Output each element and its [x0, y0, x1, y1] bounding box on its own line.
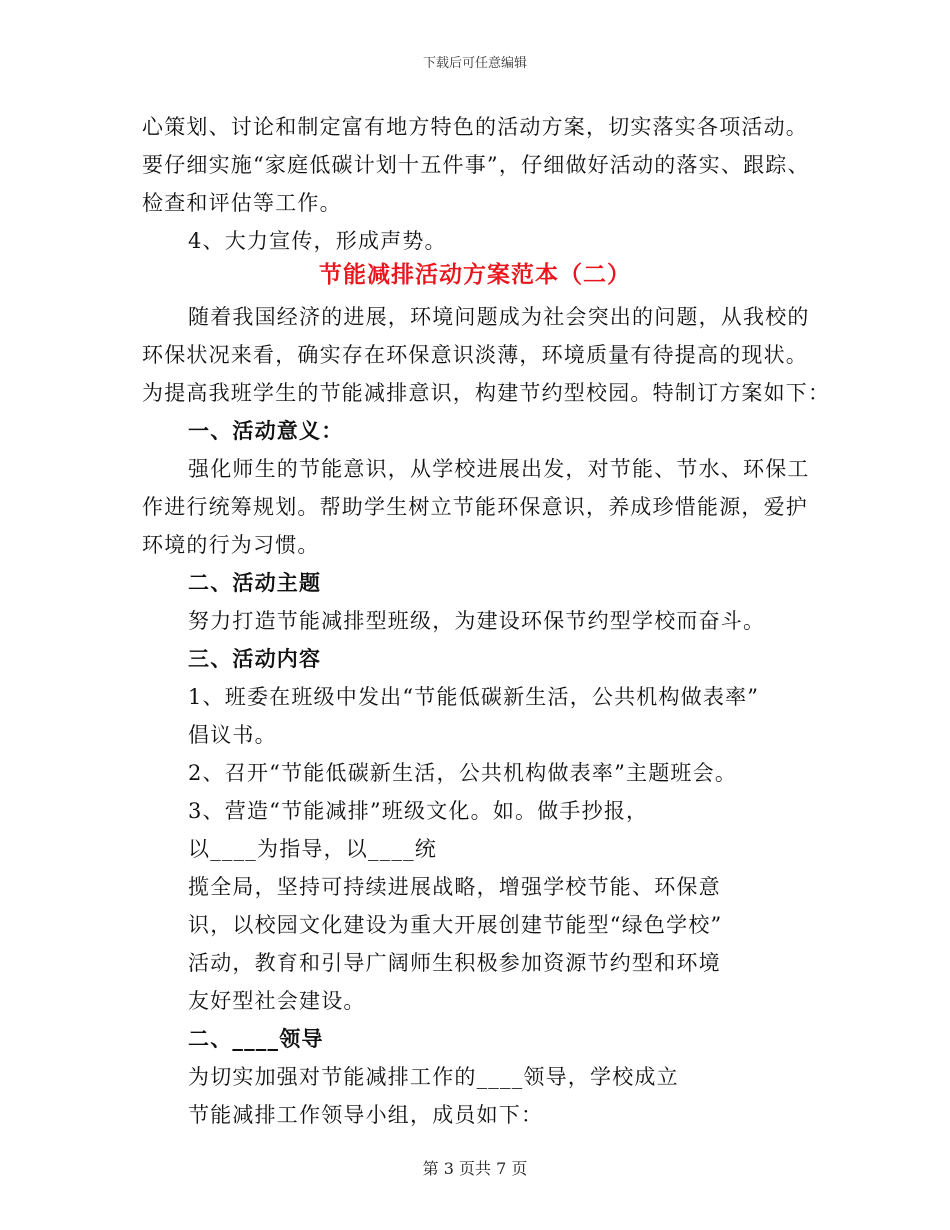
- paragraph-line: 环境的行为习惯。: [142, 533, 320, 557]
- paragraph-line: 以____为指导，以____统: [188, 837, 437, 861]
- list-item-continuation: 倡议书。: [188, 723, 277, 747]
- header-note: 下载后可任意编辑: [422, 56, 527, 71]
- list-item: 2、召开“节能低碳新生活，公共机构做表率”主题班会。: [188, 761, 738, 785]
- paragraph-line: 为切实加强对节能减排工作的____领导，学校成立: [188, 1065, 679, 1089]
- page-indicator: 第 3 页共 7 页: [422, 1159, 528, 1178]
- paragraph-line: 随着我国经济的进展，环境问题成为社会突出的问题，从我校的: [188, 305, 810, 329]
- paragraph-line: 识，以校园文化建设为重大开展创建节能型“绿色学校”: [188, 913, 723, 937]
- section-title: 节能减排活动方案范本（二）: [319, 261, 631, 288]
- section-heading: 三、活动内容: [188, 646, 322, 671]
- section-heading: 二、活动主题: [188, 570, 322, 595]
- section-heading: 二、____领导: [188, 1026, 324, 1051]
- paragraph-line: 要仔细实施“家庭低碳计划十五件事”，仔细做好活动的落实、跟踪、: [142, 153, 810, 177]
- paragraph-line: 为提高我班学生的节能减排意识，构建节约型校园。特制订方案如下：: [142, 381, 831, 405]
- paragraph-line: 努力打造节能减排型班级，为建设环保节约型学校而奋斗。: [188, 609, 766, 633]
- list-item: 4、大力宣传，形成声势。: [188, 229, 447, 253]
- paragraph-line: 友好型社会建设。: [188, 989, 366, 1013]
- list-item: 1、班委在班级中发出“节能低碳新生活，公共机构做表率”: [188, 685, 760, 709]
- paragraph-line: 活动，教育和引导广阔师生积极参加资源节约型和环境: [188, 951, 721, 975]
- paragraph-line: 揽全局，坚持可持续进展战略，增强学校节能、环保意: [188, 875, 721, 899]
- paragraph-line: 心策划、讨论和制定富有地方特色的活动方案，切实落实各项活动。: [142, 115, 808, 139]
- section-heading: 一、活动意义：: [188, 418, 344, 443]
- paragraph-line: 检查和评估等工作。: [142, 191, 342, 215]
- paragraph-line: 环保状况来看，确实存在环保意识淡薄，环境质量有待提高的现状。: [142, 343, 808, 367]
- paragraph-line: 节能减排工作领导小组，成员如下：: [188, 1103, 544, 1127]
- list-item: 3、营造“节能减排”班级文化。如。做手抄报，: [188, 799, 649, 823]
- paragraph-line: 强化师生的节能意识，从学校进展出发，对节能、节水、环保工: [188, 457, 810, 481]
- paragraph-line: 作进行统筹规划。帮助学生树立节能环保意识，养成珍惜能源，爱护: [142, 495, 808, 519]
